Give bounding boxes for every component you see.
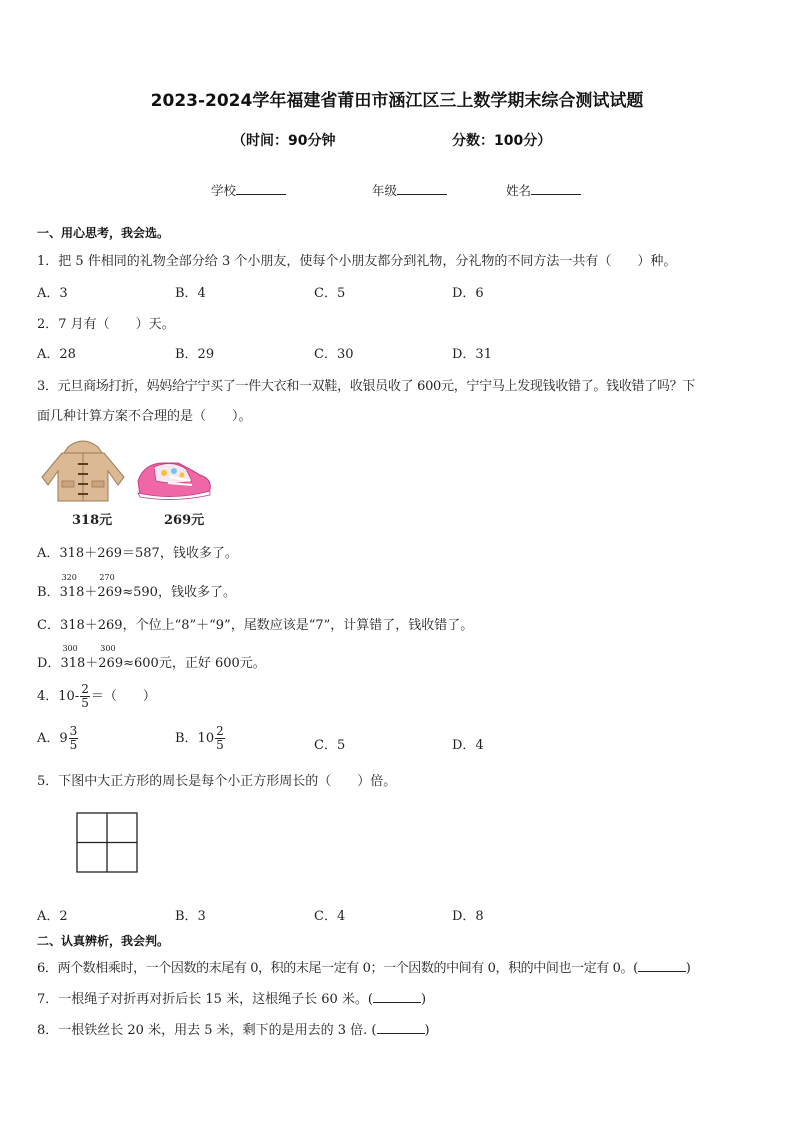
question-6: 6．两个数相乘时，一个因数的末尾有 0，积的末尾一定有 0；一个因数的中间有 0，积的中间也一定有 0。( ) <box>37 961 691 976</box>
school-field[interactable] <box>211 181 286 199</box>
q3-option-d[interactable]: D． 300 318＋ 300 269≈600元，正好 600元。 <box>37 644 266 671</box>
q6-answer-blank[interactable] <box>638 960 686 972</box>
q7-answer-blank[interactable] <box>373 991 421 1003</box>
q3-b-estimate2: 270 <box>99 573 115 582</box>
q3-b-addend1: 320 318 <box>59 573 85 600</box>
shoe-price-label: 269元 <box>164 513 205 528</box>
q4-fraction: $\frac{2}{5}$ <box>81 682 89 710</box>
name-field[interactable] <box>506 181 581 199</box>
question-5: 5．下图中大正方形的周长是每个小正方形周长的（ ）倍。 <box>37 774 397 789</box>
coat-image <box>40 437 126 505</box>
q1-option-d[interactable]: D．6 <box>452 286 484 301</box>
q8-answer-blank[interactable] <box>377 1022 425 1034</box>
question-1: 1．把 5 件相同的礼物全部分给 3 个小朋友，使每个小朋友都分到礼物，分礼物的不同方法一共有（ ）种。 <box>37 254 677 269</box>
grade-field[interactable] <box>372 181 447 199</box>
question-8: 8．一根铁丝长 20 米，用去 5 米，剩下的是用去的 3 倍. ( ) <box>37 1023 430 1038</box>
coat-price-label: 318元 <box>72 513 113 528</box>
q2-option-c[interactable]: C．30 <box>314 347 354 362</box>
q4-option-d[interactable]: D．4 <box>452 738 484 753</box>
question-3-line1: 3．元旦商场打折，妈妈给宁宁买了一件大衣和一双鞋，收银员收了 600元，宁宁马上发现钱收错了。钱收错了吗？下 <box>37 379 696 394</box>
q3-option-a[interactable]: A．318＋269＝587，钱收多了。 <box>37 546 238 561</box>
q4-a-fraction: $\frac{3}{5}$ <box>69 724 78 752</box>
q3-d-addend1: 300 318 <box>60 644 86 671</box>
q4-option-c[interactable]: C．5 <box>314 738 346 753</box>
question-3-line2: 面几种计算方案不合理的是（ ）。 <box>37 409 252 424</box>
q1-option-a[interactable]: A．3 <box>37 286 68 301</box>
question-7: 7．一根绳子对折再对折后长 15 米，这根绳子长 60 米。( ) <box>37 992 427 1007</box>
q3-option-b[interactable]: B． 320 318＋ 270 269≈590，钱收多了。 <box>37 573 236 600</box>
q3-b-estimate1: 320 <box>61 573 77 582</box>
name-blank[interactable] <box>531 182 581 195</box>
q3-d-estimate1: 300 <box>62 644 78 653</box>
q5-option-d[interactable]: D．8 <box>452 909 484 924</box>
q3-d-estimate2: 300 <box>100 644 116 653</box>
section1-heading: 一、用心思考，我会选。 <box>37 226 170 240</box>
q4-option-a[interactable]: A．9 $\frac{3}{5}$ <box>37 724 78 752</box>
q2-option-b[interactable]: B．29 <box>175 347 215 362</box>
q4-b-fraction: $\frac{2}{5}$ <box>216 724 224 752</box>
school-blank[interactable] <box>236 182 286 195</box>
q3-d-result: ≈600元，正好 600元。 <box>123 656 266 671</box>
page-title: 2023-2024学年福建省莆田市涵江区三上数学期末综合测试试题 <box>150 91 644 111</box>
question-2: 2．7 月有（ ）天。 <box>37 317 175 332</box>
q1-option-b[interactable]: B．4 <box>175 286 206 301</box>
q3-option-d-label: D． <box>37 656 61 671</box>
q3-b-result: ≈590，钱收多了。 <box>122 585 236 600</box>
q3-b-addend2: 270 269 <box>97 573 123 600</box>
q3-option-b-label: B． <box>37 585 60 600</box>
section2-heading: 二、认真辨析，我会判。 <box>37 934 170 948</box>
q2-option-d[interactable]: D．31 <box>452 347 492 362</box>
school-label: 学校 <box>211 183 237 198</box>
q1-option-c[interactable]: C．5 <box>314 286 346 301</box>
q4-option-b[interactable]: B．10 $\frac{2}{5}$ <box>175 724 224 752</box>
q5-option-c[interactable]: C．4 <box>314 909 346 924</box>
grade-blank[interactable] <box>397 182 447 195</box>
square-grid-figure <box>76 812 139 874</box>
question-4: 4．10- $\frac{2}{5}$ ＝（ ） <box>37 682 156 710</box>
exam-time: （时间：90分钟 <box>232 133 336 149</box>
name-label: 姓名 <box>506 183 532 198</box>
shoe-image <box>134 455 214 503</box>
q3-option-c[interactable]: C．318＋269，个位上“8”＋“9”，尾数应该是“7”，计算错了，钱收错了。 <box>37 618 474 633</box>
grade-label: 年级 <box>372 183 398 198</box>
q3-d-addend2: 300 269 <box>98 644 124 671</box>
q5-option-a[interactable]: A．2 <box>37 909 68 924</box>
exam-score: 分数：100分） <box>452 133 552 149</box>
q2-option-a[interactable]: A．28 <box>37 347 76 362</box>
q5-option-b[interactable]: B．3 <box>175 909 206 924</box>
